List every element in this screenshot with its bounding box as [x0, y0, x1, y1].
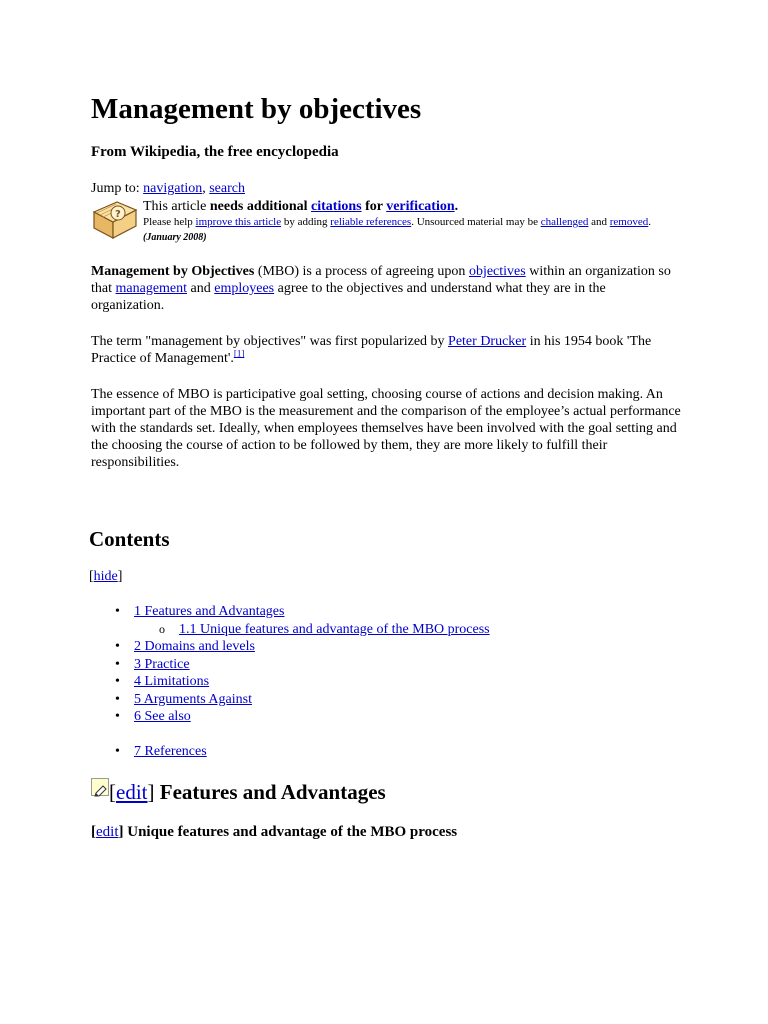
challenged-link[interactable]: challenged [540, 216, 589, 228]
reference-1-link[interactable]: [1] [233, 348, 245, 359]
book-question-icon [91, 200, 139, 240]
bullet-icon: • [115, 656, 120, 672]
drucker-paragraph [91, 333, 681, 367]
reliable-references-link[interactable]: reliable references [330, 216, 412, 228]
contents-heading: Contents [89, 527, 170, 551]
toc-link-see-also[interactable]: 6 See also [134, 709, 191, 724]
page-title: Management by objectives [91, 93, 422, 125]
edit-link-unique[interactable]: edit [96, 824, 119, 840]
notice-bold-for: for [361, 199, 387, 214]
management-link[interactable]: management [115, 281, 188, 296]
verification-link[interactable]: verification [386, 199, 455, 214]
toc-link-domains[interactable]: 2 Domains and levels [134, 639, 255, 654]
bullet-icon: • [115, 674, 120, 689]
p2-text-a: The term "management by objectives" was first popularized by [91, 334, 449, 349]
toc-link-arguments[interactable]: 5 Arguments Against [134, 691, 252, 707]
toc-link-references[interactable]: 7 References [134, 743, 207, 759]
notice-line1 [143, 198, 458, 215]
notice-dot: . [648, 216, 651, 228]
p1-text-b: within an organization so that [91, 264, 671, 296]
jump-to [91, 180, 245, 197]
hide-link[interactable]: hide [93, 569, 118, 584]
bullet-icon: • [115, 691, 120, 707]
notice-unsourced-text: . Unsourced material may be [411, 216, 541, 228]
employees-link[interactable]: employees [214, 281, 275, 296]
hide-bracket-close: ] [117, 569, 123, 584]
page-subtitle: From Wikipedia, the free encyclopedia [91, 144, 339, 160]
toc-link-unique-features[interactable]: 1.1 Unique features and advantage of the MBO process [179, 621, 490, 637]
circle-bullet-icon: o [159, 621, 165, 636]
bullet-icon: • [115, 709, 120, 724]
notice-help-text: Please help [143, 216, 196, 228]
navigation-link[interactable]: navigation [143, 181, 203, 196]
bullet-icon: • [115, 743, 120, 759]
hide-bracket-open: [ [89, 569, 94, 584]
jump-label: Jump to: [91, 181, 140, 196]
toc-link-limitations[interactable]: 4 Limitations [134, 674, 210, 689]
p1-text-d: agree to the objectives and understand what they are in the organization. [91, 281, 606, 313]
peter-drucker-link[interactable]: Peter Drucker [448, 334, 527, 349]
section-heading-features [91, 778, 386, 806]
notice-line2 [143, 215, 683, 245]
toc-link-practice[interactable]: 3 Practice [134, 656, 190, 672]
citations-link[interactable]: citations [311, 199, 362, 214]
edit-bracket-open: [ [109, 780, 116, 804]
notice-text: This article [143, 199, 210, 214]
intro-paragraph [91, 263, 681, 314]
p2-text-b: in his 1954 book 'The Practice of Management'. [91, 334, 652, 366]
p1-text-c: and [187, 281, 215, 296]
toc-link-features[interactable]: 1 Features and Advantages [134, 604, 285, 619]
improve-article-link[interactable]: improve this article [195, 216, 282, 228]
removed-link[interactable]: removed [609, 216, 649, 228]
section-title-features: Features and Advantages [154, 780, 386, 804]
notice-period: . [454, 199, 459, 214]
edit-bracket-close: ] [147, 780, 155, 804]
svg-text:?: ? [115, 209, 121, 220]
edit-link-features[interactable]: edit [116, 780, 148, 804]
jump-sep: , [202, 181, 206, 196]
bullet-icon: • [115, 639, 120, 654]
search-link[interactable]: search [209, 181, 245, 196]
notice-adding-text: by adding [281, 216, 331, 228]
section-title-unique: Unique features and advantage of the MBO process [123, 824, 458, 840]
section-heading-unique [91, 823, 457, 841]
mbo-bold-term: Management by Objectives [91, 264, 255, 279]
notice-date: (January 2008) [143, 232, 207, 243]
toc-toggle [89, 568, 122, 585]
pencil-edit-icon[interactable] [91, 778, 109, 796]
edit-bracket-close: ] [118, 824, 124, 840]
notice-and-text: and [588, 216, 610, 228]
essence-paragraph: The essence of MBO is participative goal setting, choosing course of actions and decision making. An important part of the MBO is the measurement and the comparison of the employee’s actual performance with the standards set. Ideally, when employees themselves have been involved with the goal setting and the choosing the course of action to be followed by them, they are more likely to fulfill their responsibilities. [91, 387, 681, 470]
notice-bold: needs additional [209, 199, 312, 214]
edit-bracket-open: [ [91, 824, 96, 840]
objectives-link[interactable]: objectives [468, 264, 526, 279]
p1-text-a: (MBO) is a process of agreeing upon [254, 264, 469, 279]
bullet-icon: • [115, 604, 120, 619]
